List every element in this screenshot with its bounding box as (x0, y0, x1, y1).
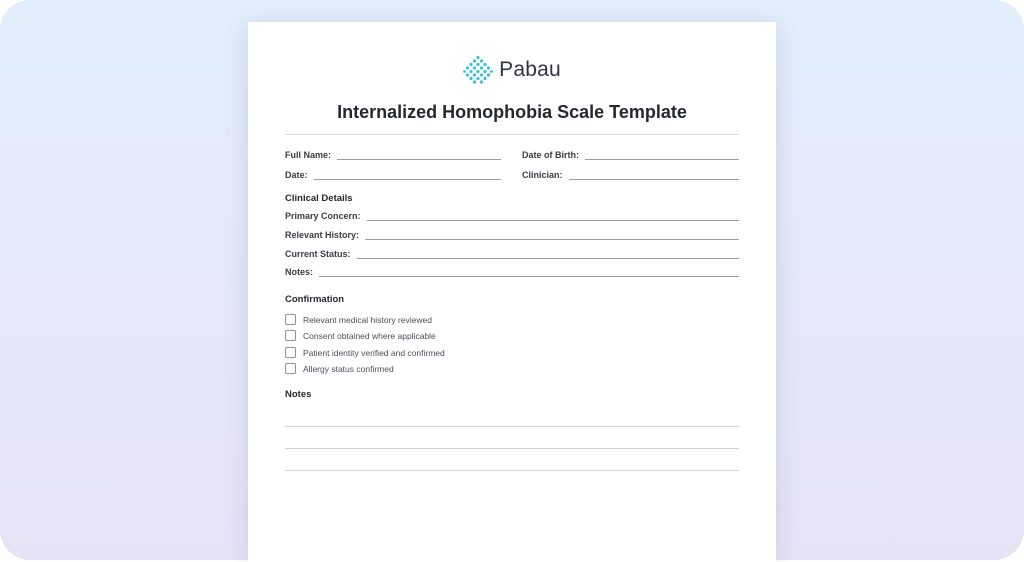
clinical-notes-line[interactable] (319, 268, 739, 277)
clinician-line[interactable] (569, 171, 739, 180)
full-name-label: Full Name: (285, 150, 332, 160)
clinician-label: Clinician: (522, 170, 563, 180)
confirmation-item[interactable] (285, 314, 432, 325)
date-of-birth-line[interactable] (585, 151, 739, 160)
clinician-field[interactable] (522, 168, 739, 180)
document-title: Internalized Homophobia Scale Template (337, 102, 687, 122)
document-sheet (248, 22, 776, 562)
checkbox[interactable] (285, 363, 296, 374)
brand-name: Pabau (499, 58, 561, 81)
notes-line[interactable] (285, 426, 739, 427)
clinical-notes-label: Notes: (285, 267, 314, 277)
date-of-birth-field[interactable] (522, 148, 739, 160)
primary-concern-line[interactable] (367, 212, 739, 221)
date-label: Date: (285, 170, 308, 180)
date-of-birth-label: Date of Birth: (522, 150, 579, 160)
confirmation-label: Allergy status confirmed (303, 363, 394, 374)
clinical-notes-field[interactable] (285, 265, 739, 277)
confirmation-heading: Confirmation (285, 294, 345, 305)
date-field[interactable] (285, 168, 501, 180)
primary-concern-label: Primary Concern: (285, 211, 361, 221)
clinical-details-heading: Clinical Details (285, 193, 353, 204)
primary-concern-field[interactable] (285, 209, 739, 221)
notes-line[interactable] (285, 470, 739, 471)
notes-heading: Notes (285, 389, 312, 400)
current-status-field[interactable] (285, 247, 739, 259)
full-name-field[interactable] (285, 148, 501, 160)
checkbox[interactable] (285, 347, 296, 358)
confirmation-label: Patient identity verified and confirmed (303, 347, 445, 358)
confirmation-item[interactable] (285, 330, 436, 341)
checkbox[interactable] (285, 330, 296, 341)
confirmation-item[interactable] (285, 347, 445, 358)
confirmation-item[interactable] (285, 363, 394, 374)
diamond-dots-logo-icon (463, 55, 493, 85)
full-name-line[interactable] (337, 151, 501, 160)
relevant-history-line[interactable] (365, 231, 739, 240)
checkbox[interactable] (285, 314, 296, 325)
notes-line[interactable] (285, 448, 739, 449)
date-line[interactable] (314, 171, 501, 180)
brand-header (248, 55, 776, 85)
relevant-history-label: Relevant History: (285, 230, 360, 240)
relevant-history-field[interactable] (285, 228, 739, 240)
current-status-line[interactable] (357, 250, 739, 259)
confirmation-label: Consent obtained where applicable (303, 330, 436, 341)
current-status-label: Current Status: (285, 249, 351, 259)
confirmation-label: Relevant medical history reviewed (303, 314, 432, 325)
title-divider (285, 134, 739, 135)
